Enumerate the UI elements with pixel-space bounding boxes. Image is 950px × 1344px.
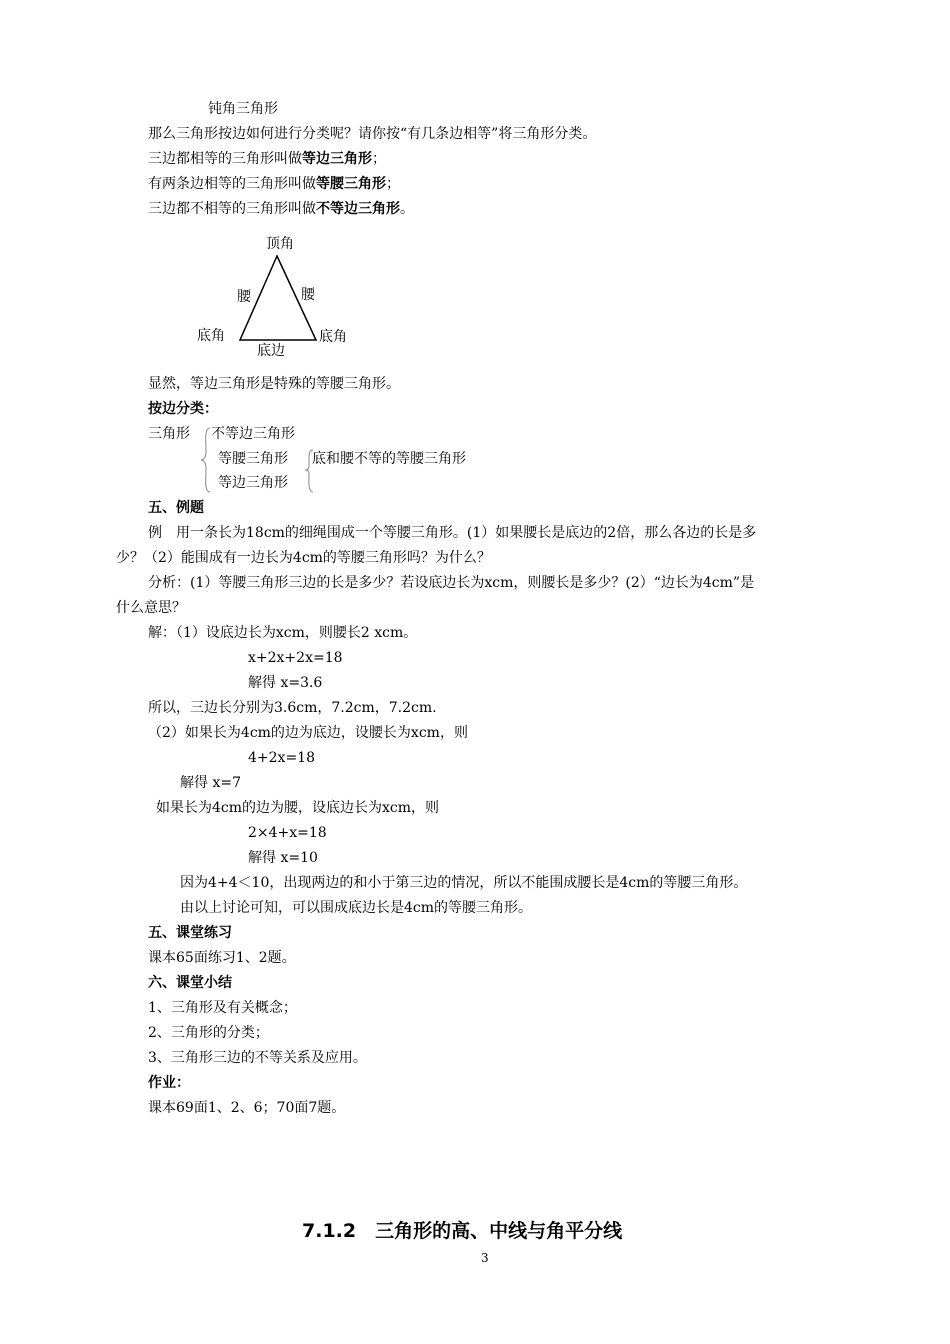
result-line: 解得 x=3.6	[248, 675, 323, 691]
scalene-definition	[148, 198, 414, 220]
summary-item: 2、三角形的分类；	[148, 1025, 269, 1041]
reasoning-line: 因为4+4＜10，出现两边的和小于第三边的情况，所以不能围成腰长是4cm的等腰三角形。	[180, 875, 748, 891]
classification-scalene: 不等边三角形	[211, 426, 295, 442]
isosceles-definition	[148, 173, 400, 195]
apex-angle-label: 顶角	[266, 236, 294, 252]
equation-line: 4+2x=18	[248, 750, 315, 766]
summary-item: 1、三角形及有关概念；	[148, 1000, 297, 1016]
conclusion-line: 所以，三边长分别为3.6cm，7.2cm，7.2cm.	[148, 700, 437, 716]
punctuation: ；	[372, 151, 386, 167]
section-example-heading: 五、例题	[148, 500, 204, 516]
definition-text: 三边都不相等的三角形叫做	[148, 201, 316, 217]
obtuse-triangle-line: 钝角三角形	[208, 101, 278, 117]
case2-line: （2）如果长为4cm的边为底边，设腰长为xcm，则	[148, 725, 468, 741]
result-line: 解得 x=7	[180, 775, 241, 791]
next-section-title: 7.1.2 三角形的高、中线与角平分线	[302, 1220, 623, 1242]
solution-line: 解：（1）设底边长为xcm，则腰长2 xcm。	[148, 625, 418, 641]
right-leg-label: 腰	[301, 287, 315, 303]
practice-text: 课本65面练习1、2题。	[148, 950, 296, 966]
summary-item: 3、三角形三边的不等关系及应用。	[148, 1050, 367, 1066]
definition-text: 有两条边相等的三角形叫做	[148, 176, 316, 192]
left-leg-label: 腰	[237, 289, 251, 305]
example-question-line1: 例 用一条长为18cm的细绳围成一个等腰三角形。(1）如果腰长是底边的2倍，那么各边的长是多	[148, 525, 757, 541]
classify-by-side-label: 按边分类：	[148, 401, 218, 417]
case3-line: 如果长为4cm的边为腰，设底边长为xcm，则	[156, 800, 440, 816]
result-line: 解得 x=10	[248, 850, 318, 866]
obviously-line: 显然，等边三角形是特殊的等腰三角形。	[148, 376, 400, 392]
base-label: 底边	[257, 343, 285, 359]
equilateral-definition	[148, 148, 386, 170]
equation-line: x+2x+2x=18	[248, 650, 343, 666]
equation-line: 2×4+x=18	[248, 825, 327, 841]
classification-root: 三角形	[148, 426, 190, 442]
example-question-line2: 少？（2）能围成有一边长为4cm的等腰三角形吗？为什么？	[116, 550, 491, 566]
scalene-term: 不等边三角形	[316, 201, 400, 217]
homework-heading: 作业：	[148, 1075, 190, 1091]
definition-text: 三边都相等的三角形叫做	[148, 151, 302, 167]
intro-sides-line: 那么三角形按边如何进行分类呢？请你按“有几条边相等”将三角形分类。	[148, 126, 597, 142]
equilateral-term: 等边三角形	[302, 151, 372, 167]
final-conclusion-line: 由以上讨论可知，可以围成底边长是4cm的等腰三角形。	[180, 900, 533, 916]
example-analysis-line1: 分析：(1）等腰三角形三边的长是多少？若设底边长为xcm，则腰长是多少？(2）“边长为4cm”是	[148, 575, 755, 591]
right-base-angle-label: 底角	[319, 329, 347, 345]
section-practice-heading: 五、课堂练习	[148, 925, 232, 941]
isosceles-triangle-diagram	[185, 228, 375, 368]
homework-text: 课本69面1、2、6；70面7题。	[148, 1100, 346, 1116]
classification-isosceles: 等腰三角形	[218, 451, 288, 467]
example-analysis-line2: 什么意思？	[116, 600, 186, 616]
punctuation: 。	[400, 201, 414, 217]
punctuation: ；	[386, 176, 400, 192]
section-summary-heading: 六、课堂小结	[148, 975, 232, 991]
left-base-angle-label: 底角	[197, 328, 225, 344]
classification-equilateral: 等边三角形	[218, 475, 288, 491]
page-number: 3	[481, 1251, 489, 1265]
classification-isosceles-sub: 底和腰不等的等腰三角形	[312, 451, 466, 467]
isosceles-term: 等腰三角形	[316, 176, 386, 192]
